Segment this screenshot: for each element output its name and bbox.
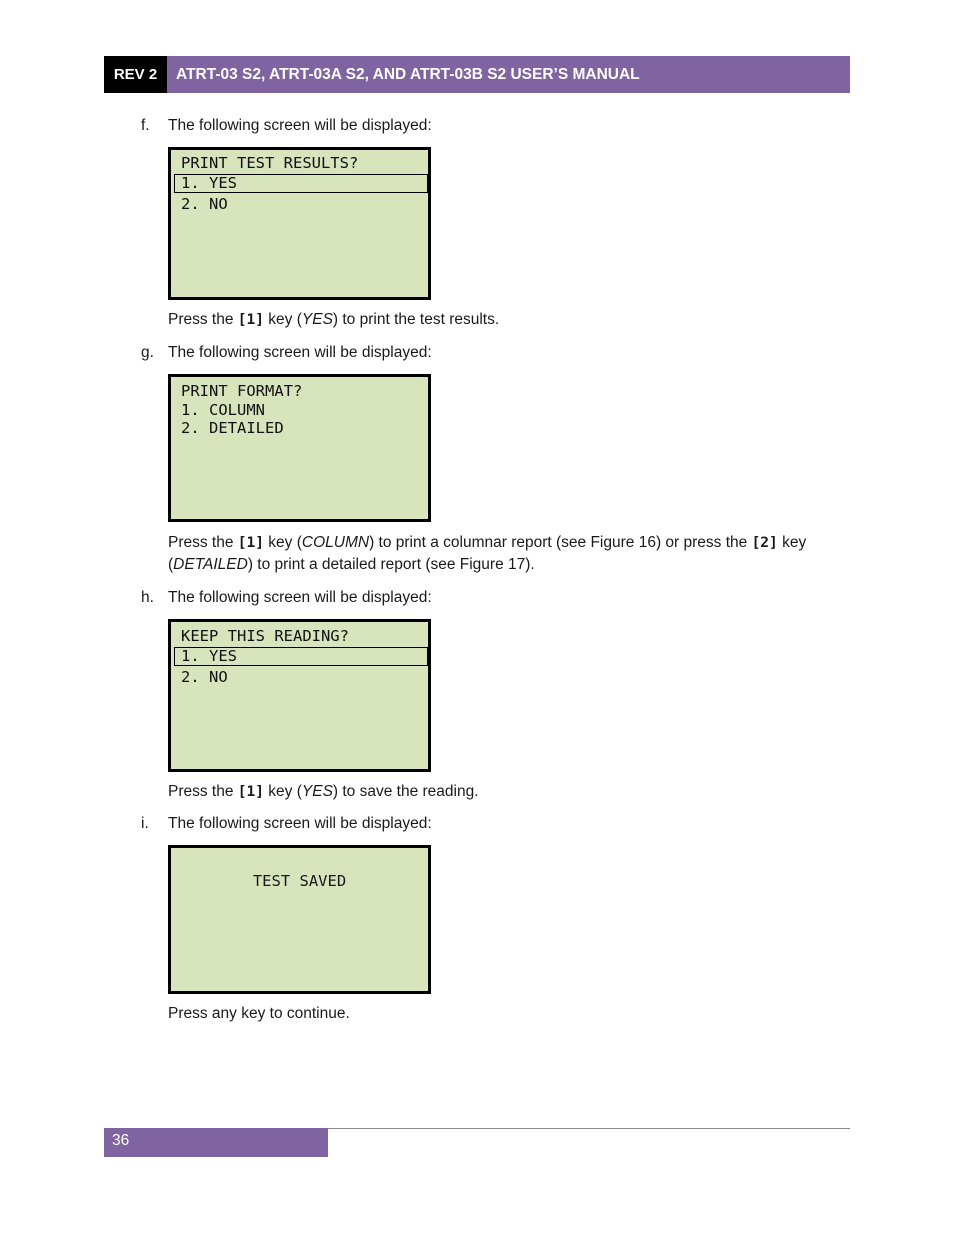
step-g	[141, 343, 432, 363]
lcd-line: PRINT FORMAT?	[181, 382, 303, 400]
key-label: [1]	[237, 535, 264, 551]
lcd-line: TEST SAVED	[252, 872, 347, 890]
lcd-line: PRINT TEST RESULTS?	[181, 154, 359, 172]
instruction-text: Press the	[168, 783, 238, 800]
instruction-text: Press the	[168, 311, 238, 328]
manual-title: ATRT-03 S2, ATRT-03A S2, AND ATRT-03B S2 USER’S MANUAL	[176, 66, 640, 83]
instruction-text: key (	[168, 534, 807, 573]
revision-label: REV 2	[104, 56, 167, 93]
instruction-i: Press any key to continue.	[168, 1005, 350, 1022]
step-h	[141, 588, 432, 608]
lcd-line: 2. NO	[181, 668, 228, 686]
page-number: 36	[112, 1132, 130, 1149]
step-marker: f.	[141, 117, 150, 134]
option-label: DETAILED	[173, 556, 248, 573]
instruction-f	[168, 309, 836, 331]
step-marker: h.	[141, 589, 154, 606]
step-text: The following screen will be displayed:	[168, 589, 432, 606]
lcd-screen-print-results	[168, 147, 431, 300]
lcd-line: 1. COLUMN	[181, 401, 265, 419]
page-header	[104, 56, 850, 93]
instruction-text: ) to print the test results.	[332, 311, 500, 328]
key-label: [2]	[751, 535, 778, 551]
lcd-screen-keep-reading	[168, 619, 431, 772]
page-footer	[104, 1128, 328, 1157]
lcd-line: KEEP THIS READING?	[181, 627, 349, 645]
step-text: The following screen will be displayed:	[168, 344, 432, 361]
option-label: YES	[301, 311, 333, 328]
instruction-g	[168, 532, 836, 576]
step-text: The following screen will be displayed:	[168, 815, 432, 832]
instruction-text: Press the	[168, 534, 238, 551]
step-text: The following screen will be displayed:	[168, 117, 432, 134]
step-marker: i.	[141, 815, 149, 832]
instruction-text: key (	[263, 534, 302, 551]
instruction-text: key (	[263, 783, 302, 800]
option-label: YES	[301, 783, 333, 800]
option-label: COLUMN	[301, 534, 370, 551]
lcd-line: 2. DETAILED	[181, 419, 284, 437]
instruction-h	[168, 781, 836, 803]
step-f	[141, 116, 432, 136]
instruction-text: ) to print a columnar report (see Figure 16) or press the	[369, 534, 752, 551]
lcd-screen-print-format	[168, 374, 431, 522]
step-i	[141, 814, 432, 834]
instruction-text: ) to save the reading.	[332, 783, 479, 800]
lcd-line: 1. YES	[181, 647, 237, 665]
lcd-line: 1. YES	[181, 174, 237, 192]
instruction-text: key (	[263, 311, 302, 328]
step-marker: g.	[141, 344, 154, 361]
key-label: [1]	[237, 784, 264, 800]
instruction-text: ) to print a detailed report (see Figure 17).	[247, 556, 535, 573]
key-label: [1]	[237, 312, 264, 328]
lcd-screen-test-saved	[168, 845, 431, 994]
lcd-line: 2. NO	[181, 195, 228, 213]
